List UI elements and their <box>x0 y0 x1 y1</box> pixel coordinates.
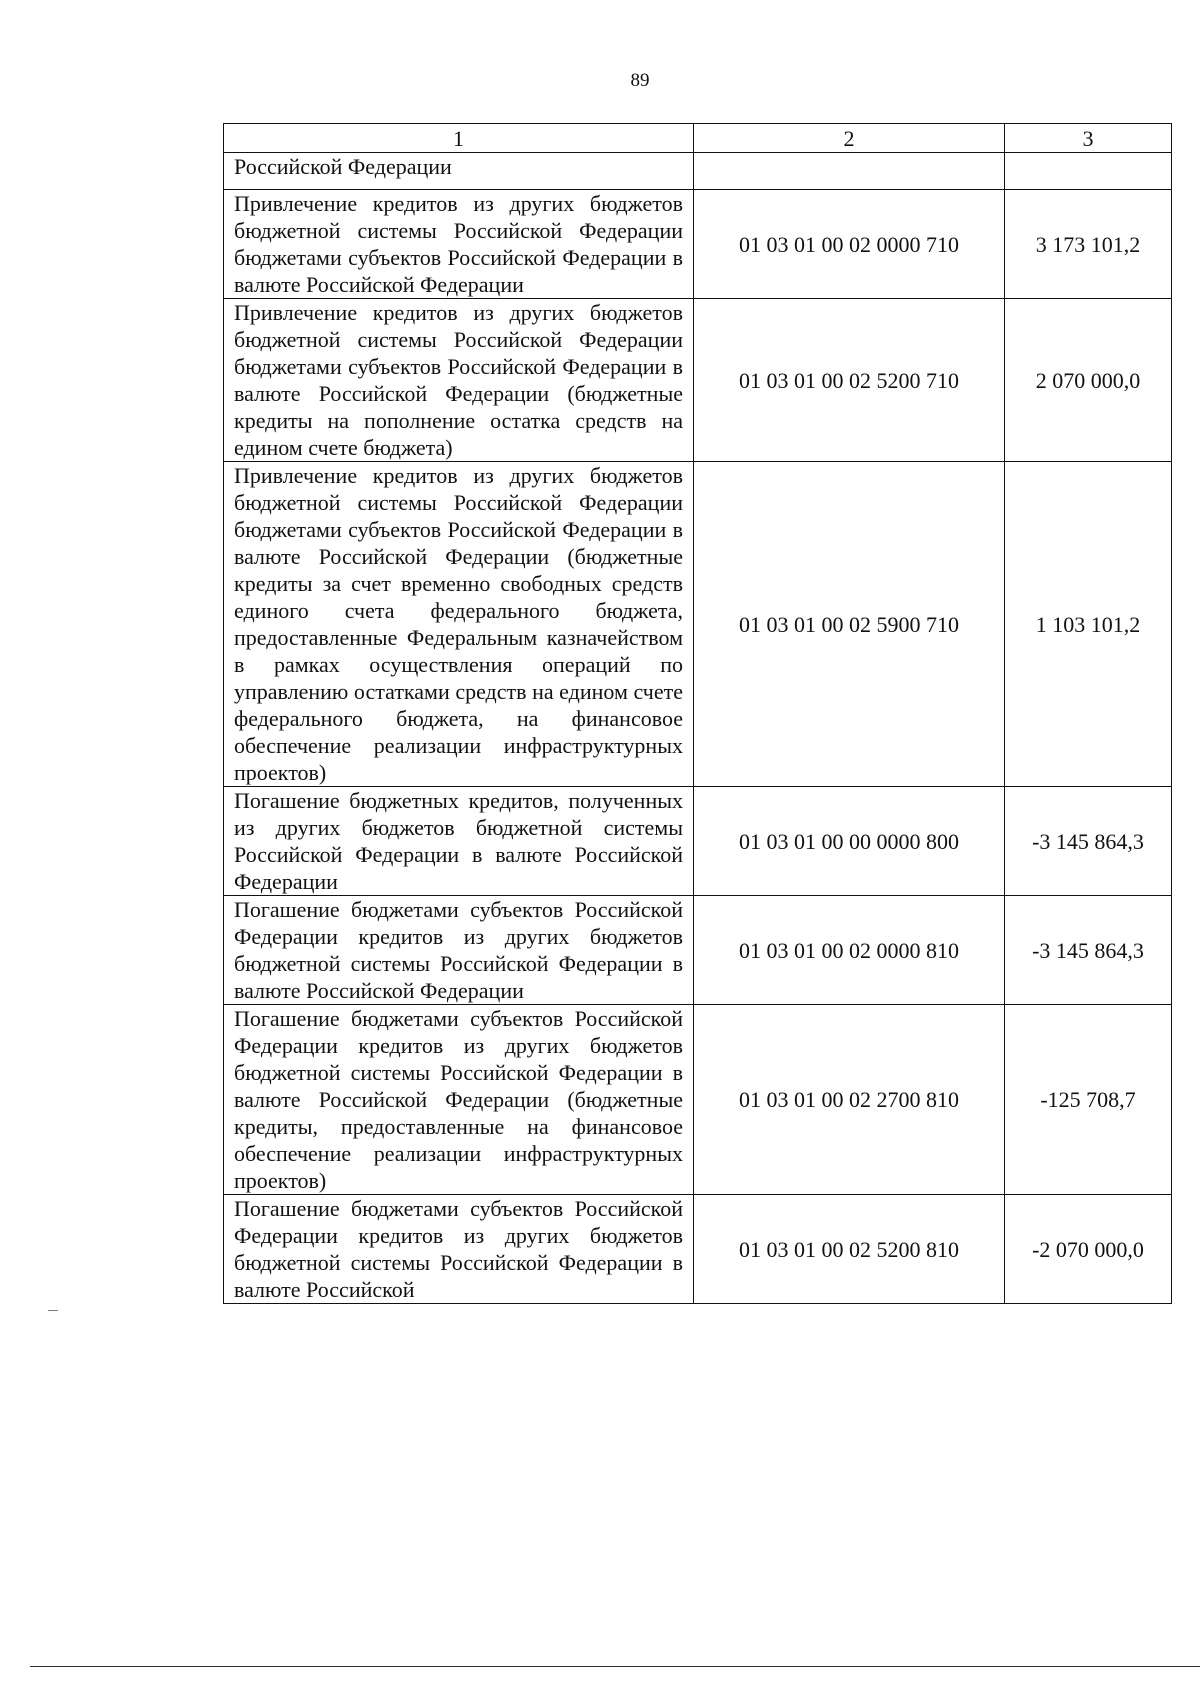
row-name: Привлечение кредитов из других бюджетов бюджетной системы Российской Федерации бюджетами субъектов Российской Федерации в валюте Российской Федерации <box>224 190 694 299</box>
continuation-text: Российской Федерации <box>224 153 694 190</box>
row-amount: -2 070 000,0 <box>1005 1195 1172 1304</box>
scan-artifact-dash <box>48 1310 58 1311</box>
row-code: 01 03 01 00 02 5200 810 <box>694 1195 1005 1304</box>
row-code: 01 03 01 00 02 2700 810 <box>694 1005 1005 1195</box>
row-amount: 1 103 101,2 <box>1005 462 1172 787</box>
row-amount: -3 145 864,3 <box>1005 896 1172 1005</box>
row-code: 01 03 01 00 02 5900 710 <box>694 462 1005 787</box>
row-amount: 2 070 000,0 <box>1005 299 1172 462</box>
continuation-row <box>224 153 1172 190</box>
row-name: Погашение бюджетами субъектов Российской Федерации кредитов из других бюджетов бюджетной системы Российской Федерации в валюте Российской Федерации <box>224 896 694 1005</box>
budget-sources-table <box>223 123 1172 1304</box>
table-row <box>224 299 1172 462</box>
row-amount: -3 145 864,3 <box>1005 787 1172 896</box>
row-code: 01 03 01 00 02 0000 710 <box>694 190 1005 299</box>
table-row <box>224 1195 1172 1304</box>
row-name: Погашение бюджетами субъектов Российской Федерации кредитов из других бюджетов бюджетной системы Российской Федерации в валюте Российской <box>224 1195 694 1304</box>
row-code: 01 03 01 00 00 0000 800 <box>694 787 1005 896</box>
row-amount: 3 173 101,2 <box>1005 190 1172 299</box>
row-amount: -125 708,7 <box>1005 1005 1172 1195</box>
page-bottom-rule <box>30 1666 1200 1667</box>
table-row <box>224 462 1172 787</box>
empty-code-cell <box>694 153 1005 190</box>
empty-amount-cell <box>1005 153 1172 190</box>
column-header-2: 2 <box>694 124 1005 153</box>
row-name: Привлечение кредитов из других бюджетов бюджетной системы Российской Федерации бюджетами субъектов Российской Федерации в валюте Российской Федерации (бюджетные кредиты на пополнение остатка средств на едином счете бюджета) <box>224 299 694 462</box>
row-name: Привлечение кредитов из других бюджетов бюджетной системы Российской Федерации бюджетами субъектов Российской Федерации в валюте Российской Федерации (бюджетные кредиты за счет временно свободных средств единого счета федерального бюджета, предоставленные Федеральным казначейством в рамках осуществления операций по управлению остатками средств на едином счете федерального бюджета, на финансовое обеспечение реализации инфраструктурных проектов) <box>224 462 694 787</box>
column-header-3: 3 <box>1005 124 1172 153</box>
table-header-row <box>224 124 1172 153</box>
table-row <box>224 190 1172 299</box>
row-code: 01 03 01 00 02 0000 810 <box>694 896 1005 1005</box>
table-row <box>224 896 1172 1005</box>
row-code: 01 03 01 00 02 5200 710 <box>694 299 1005 462</box>
table-row <box>224 1005 1172 1195</box>
row-name: Погашение бюджетами субъектов Российской Федерации кредитов из других бюджетов бюджетной системы Российской Федерации в валюте Российской Федерации (бюджетные кредиты, предоставленные на финансовое обеспечение реализации инфраструктурных проектов) <box>224 1005 694 1195</box>
column-header-1: 1 <box>224 124 694 153</box>
page-number: 89 <box>630 70 650 91</box>
row-name: Погашение бюджетных кредитов, полученных из других бюджетов бюджетной системы Российской Федерации в валюте Российской Федерации <box>224 787 694 896</box>
table-row <box>224 787 1172 896</box>
